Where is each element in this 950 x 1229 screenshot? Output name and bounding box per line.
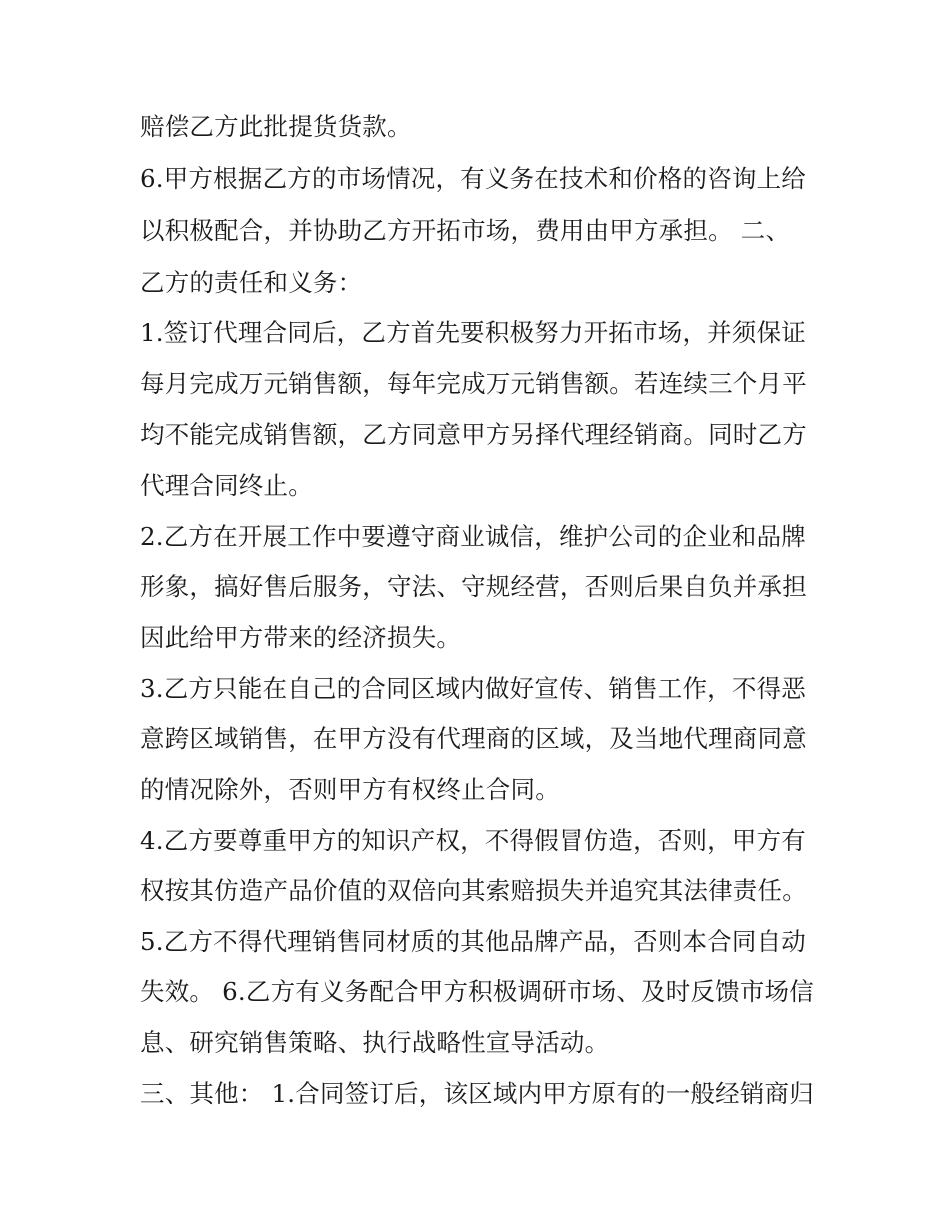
text-line: 每月完成万元销售额，每年完成万元销售额。若连续三个月平	[140, 369, 807, 398]
text-line: 的情况除外，否则甲方有权终止合同。	[140, 775, 560, 804]
text-line: 以积极配合，并协助乙方开拓市场，费用由甲方承担。 二、	[140, 216, 791, 245]
text-line: 6.甲方根据乙方的市场情况，有义务在技术和价格的咨询上给	[140, 164, 806, 193]
text-line: 1.签订代理合同后，乙方首先要积极努力开拓市场，并须保证	[140, 318, 806, 347]
text-line: 2.乙方在开展工作中要遵守商业诚信，维护公司的企业和品牌	[140, 522, 806, 551]
text-line: 代理合同终止。	[140, 471, 313, 500]
text-line: 5.乙方不得代理销售同材质的其他品牌产品，否则本合同自动	[140, 927, 806, 956]
text-line: 赔偿乙方此批提货货款。	[140, 112, 412, 141]
text-line: 因此给甲方带来的经济损失。	[140, 623, 462, 652]
text-line: 息、研究销售策略、执行战略性宣导活动。	[140, 1028, 610, 1057]
text-line: 三、其他： 1.合同签订后，该区域内甲方原有的一般经销商归	[140, 1079, 814, 1108]
text-line: 权按其仿造产品价值的双倍向其索赔损失并追究其法律责任。	[140, 876, 807, 905]
text-line: 乙方的责任和义务：	[140, 268, 363, 297]
text-line: 形象，搞好售后服务，守法、守规经营，否则后果自负并承担	[140, 572, 807, 601]
text-line: 均不能完成销售额，乙方同意甲方另择代理经销商。同时乙方	[140, 420, 807, 449]
text-line: 失效。 6.乙方有义务配合甲方积极调研市场、及时反馈市场信	[140, 977, 814, 1006]
text-line: 3.乙方只能在自己的合同区域内做好宣传、销售工作，不得恶	[140, 674, 806, 703]
text-line: 意跨区域销售，在甲方没有代理商的区域，及当地代理商同意	[140, 724, 807, 753]
text-line: 4.乙方要尊重甲方的知识产权，不得假冒仿造，否则，甲方有	[140, 826, 806, 855]
